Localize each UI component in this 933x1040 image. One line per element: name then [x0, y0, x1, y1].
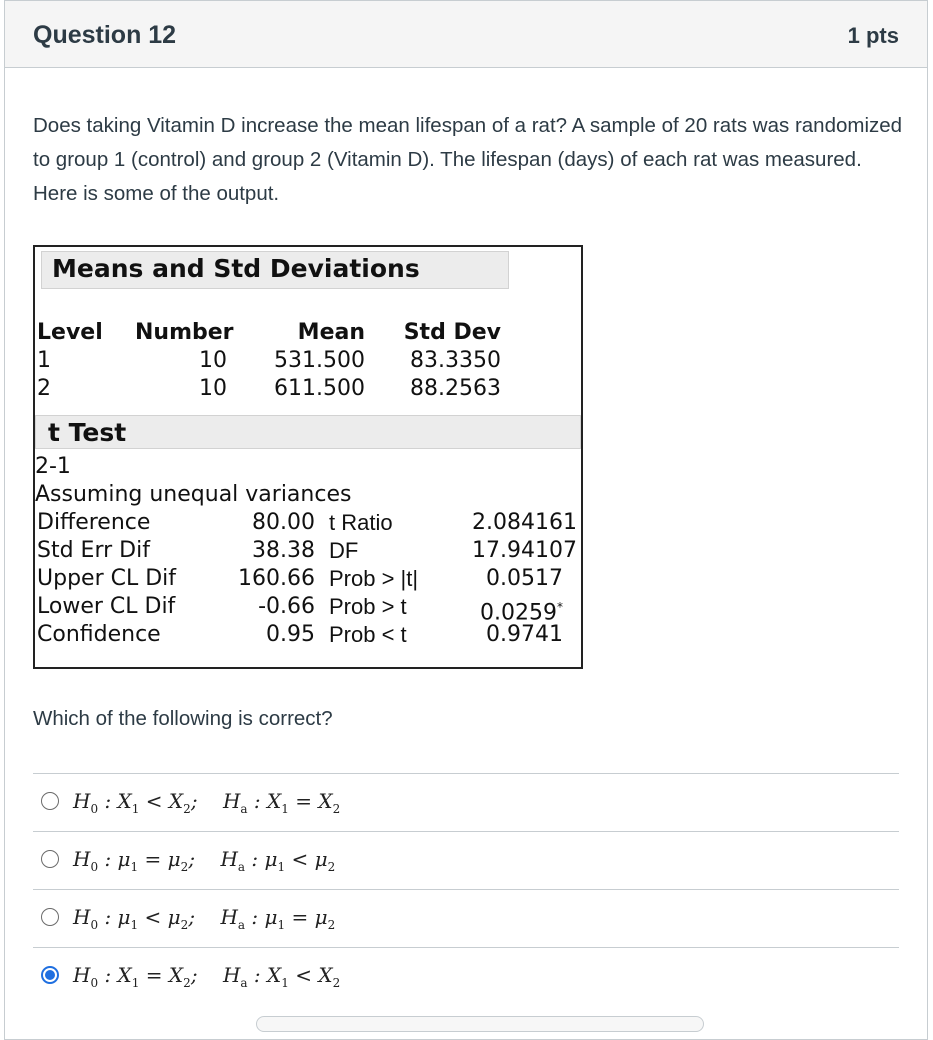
question-points: 1 pts — [847, 23, 899, 48]
row1-mean: 531.500 — [274, 348, 365, 373]
stat-name-t-ratio: t Ratio — [329, 510, 393, 535]
header-std-dev: Std Dev — [403, 320, 501, 345]
row1-std-dev: 83.3350 — [410, 348, 501, 373]
stat-prob-gt-t-value: 0.0259* — [480, 600, 563, 626]
question-header — [5, 1, 927, 68]
header-level: Level — [37, 320, 103, 345]
stat-label-difference: Difference — [37, 510, 151, 535]
stat-name-df: DF — [329, 538, 359, 563]
statistics-output-image — [33, 245, 583, 669]
stat-df-value: 17.94107 — [472, 538, 577, 563]
stat-name-prob-abs-t: Prob > |t| — [329, 566, 419, 591]
stat-label-upper-cl: Upper CL Dif — [37, 566, 177, 591]
stat-prob-lt-t-value: 0.9741 — [486, 622, 563, 647]
radio-button-selected[interactable] — [41, 966, 59, 984]
means-section-title: Means and Std Deviations — [41, 251, 509, 289]
stat-t-ratio-value: 2.084161 — [472, 510, 577, 535]
answer-option-4[interactable] — [33, 947, 899, 1005]
answer-formula: $H_0$ : $X_1 < X_2$; $H_a$ : $X_1 = X_2$ — [73, 789, 341, 816]
stat-label-confidence: Confidence — [37, 622, 161, 647]
stat-value-difference: 80.00 — [252, 510, 315, 535]
radio-button[interactable] — [41, 908, 59, 926]
stat-value-std-err: 38.38 — [252, 538, 315, 563]
row1-number: 10 — [199, 348, 227, 373]
stat-prob-abs-t-value: 0.0517 — [486, 566, 563, 591]
assumption-label: Assuming unequal variances — [35, 482, 352, 507]
answer-list — [33, 773, 899, 1005]
stat-name-prob-gt-t: Prob > t — [329, 594, 407, 619]
stat-name-prob-lt-t: Prob < t — [329, 622, 407, 647]
answer-option-2[interactable] — [33, 831, 899, 889]
answer-prompt: Which of the following is correct? — [33, 707, 333, 730]
question-text: Does taking Vitamin D increase the mean lifespan of a rat? A sample of 20 rats was randomized to group 1 (control) and group 2 (Vitamin D). The lifespan (days) of each rat was measured. Here is some of the output. — [33, 114, 903, 205]
bottom-toolbar-edge — [256, 1016, 704, 1032]
answer-formula: $H_0$ : $\mu_1 < \mu_2$; $H_a$ : $\mu_1 = \mu_2$ — [73, 905, 336, 932]
header-number: Number — [135, 320, 234, 345]
significance-mark: * — [557, 600, 563, 614]
row2-std-dev: 88.2563 — [410, 376, 501, 401]
radio-button[interactable] — [41, 792, 59, 810]
stat-value-confidence: 0.95 — [266, 622, 315, 647]
answer-formula: $H_0$ : $\mu_1 = \mu_2$; $H_a$ : $\mu_1 < \mu_2$ — [73, 847, 336, 874]
radio-button[interactable] — [41, 850, 59, 868]
row2-level: 2 — [37, 376, 51, 401]
row2-number: 10 — [199, 376, 227, 401]
answer-option-1[interactable] — [33, 773, 899, 831]
stat-label-lower-cl: Lower CL Dif — [37, 594, 176, 619]
stat-value-lower-cl: -0.66 — [258, 594, 315, 619]
stat-label-std-err: Std Err Dif — [37, 538, 150, 563]
question-title: Question 12 — [33, 21, 177, 49]
row1-level: 1 — [37, 348, 51, 373]
comparison-label: 2-1 — [35, 454, 71, 479]
stat-value-upper-cl: 160.66 — [238, 566, 315, 591]
question-card — [4, 0, 928, 1040]
answer-option-3[interactable] — [33, 889, 899, 947]
ttest-section-title: t Test — [35, 415, 581, 449]
row2-mean: 611.500 — [274, 376, 365, 401]
header-mean: Mean — [297, 320, 365, 345]
answer-formula: $H_0$ : $X_1 = X_2$; $H_a$ : $X_1 < X_2$ — [73, 963, 341, 990]
